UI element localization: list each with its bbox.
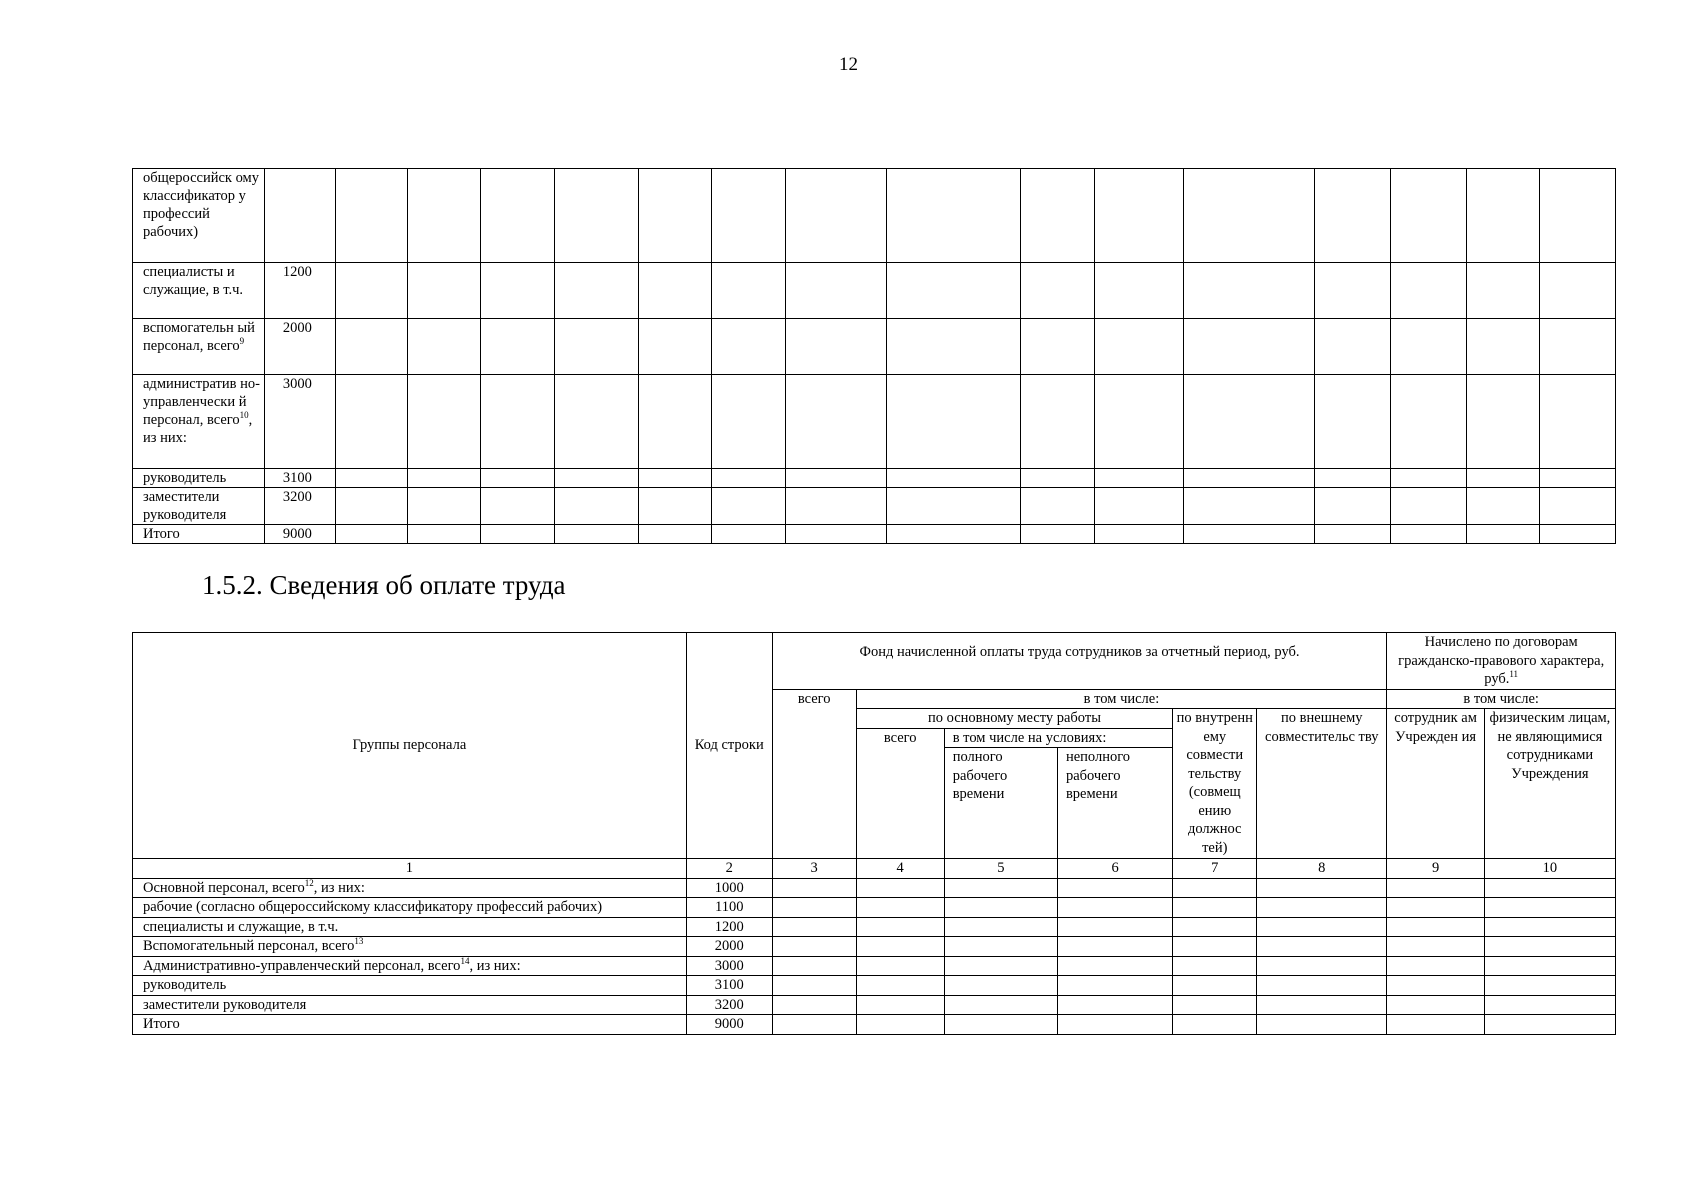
empty-cell [944,956,1057,976]
empty-cell [944,976,1057,996]
empty-cell [772,995,856,1015]
empty-cell [1315,525,1391,544]
empty-cell [1173,995,1257,1015]
empty-cell [1315,263,1391,319]
header-fund-total: всего [772,689,856,859]
empty-cell [1173,976,1257,996]
row-label [133,319,265,375]
empty-cell [1257,898,1387,918]
empty-cell [944,898,1057,918]
row-label-suffix: , из них: [143,412,253,446]
table-row [133,1015,1616,1035]
empty-cell [1257,956,1387,976]
column-number: 10 [1484,859,1615,879]
empty-cell [1057,917,1172,937]
empty-cell [712,169,786,263]
empty-cell [1183,525,1315,544]
empty-cell [1021,469,1095,488]
empty-cell [336,525,407,544]
row-label [133,917,687,937]
empty-cell [1094,263,1183,319]
empty-cell [638,375,712,469]
table-row [133,878,1616,898]
empty-cell [1173,917,1257,937]
empty-cell [1315,319,1391,375]
empty-cell [772,878,856,898]
column-number: 5 [944,859,1057,879]
empty-cell [481,525,555,544]
empty-cell [1466,469,1540,488]
column-number: 4 [856,859,944,879]
empty-cell [1257,976,1387,996]
header-main-total: всего [856,728,944,859]
empty-cell [887,469,1021,488]
header-individuals: физическим лицам, не являющимися сотрудниками Учреждения [1484,709,1615,859]
row-label [133,263,265,319]
empty-cell [1021,375,1095,469]
table-row [133,169,1616,263]
row-label [133,525,265,544]
empty-cell [1021,319,1095,375]
row-code: 3200 [686,995,772,1015]
empty-cell [407,319,481,375]
empty-cell [638,469,712,488]
table-row [133,995,1616,1015]
empty-cell [1484,956,1615,976]
table-row [133,917,1616,937]
empty-cell [1466,488,1540,525]
empty-cell [1257,917,1387,937]
empty-cell [1466,525,1540,544]
header-conditions: в том числе на условиях: [944,728,1173,748]
empty-cell [1540,488,1616,525]
empty-cell [1173,937,1257,957]
row-code: 3000 [264,375,335,469]
empty-cell [1173,1015,1257,1035]
table-row [133,263,1616,319]
empty-cell [1391,525,1467,544]
row-code: 3200 [264,488,335,525]
empty-cell [856,878,944,898]
empty-cell [1173,898,1257,918]
row-code: 1000 [686,878,772,898]
empty-cell [785,488,887,525]
empty-cell [772,956,856,976]
empty-cell [1484,917,1615,937]
empty-cell [407,488,481,525]
footnote-ref: 14 [460,955,470,966]
row-code: 2000 [264,319,335,375]
row-code [264,169,335,263]
empty-cell [554,169,638,263]
row-code: 2000 [686,937,772,957]
empty-cell [1391,469,1467,488]
header-external: по внешнему совместительс тву [1257,709,1387,859]
empty-cell [638,525,712,544]
row-label-text: специалисты и служащие, в т.ч. [143,918,339,935]
empty-cell [1484,976,1615,996]
row-code: 3000 [686,956,772,976]
empty-cell [1183,375,1315,469]
empty-cell [712,375,786,469]
header-full-time: полного рабочего времени [944,748,1057,859]
empty-cell [1484,937,1615,957]
row-code: 9000 [686,1015,772,1035]
empty-cell [1183,488,1315,525]
empty-cell [407,469,481,488]
empty-cell [1387,995,1485,1015]
empty-cell [1183,169,1315,263]
empty-cell [481,469,555,488]
empty-cell [1057,937,1172,957]
empty-cell [1094,319,1183,375]
empty-cell [887,525,1021,544]
row-label [133,1015,687,1035]
row-label-text: заместители руководителя [143,996,307,1013]
empty-cell [1466,263,1540,319]
empty-cell [554,263,638,319]
empty-cell [1257,1015,1387,1035]
wages-table [132,632,1616,1035]
empty-cell [887,169,1021,263]
empty-cell [336,488,407,525]
row-label-text: рабочие (согласно общероссийскому классификатору профессий рабочих) [143,899,603,915]
row-label-text: общероссийск ому классификатор у профессий рабочих) [143,170,259,240]
row-label-text: вспомогательн ый персонал, всего [143,320,255,354]
empty-cell [1387,937,1485,957]
empty-cell [1484,898,1615,918]
empty-cell [336,375,407,469]
empty-cell [856,898,944,918]
row-label-text: специалисты и служащие, в т.ч. [143,264,244,298]
empty-cell [1466,375,1540,469]
empty-cell [887,263,1021,319]
empty-cell [1391,319,1467,375]
empty-cell [1466,319,1540,375]
empty-cell [772,898,856,918]
empty-cell [1057,995,1172,1015]
empty-cell [554,488,638,525]
empty-cell [1387,976,1485,996]
empty-cell [856,1015,944,1035]
empty-cell [638,263,712,319]
empty-cell [481,263,555,319]
empty-cell [1257,878,1387,898]
empty-cell [1057,956,1172,976]
empty-cell [712,319,786,375]
empty-cell [944,917,1057,937]
header-civil-contracts: Начислено по договорам гражданско-правового характера, руб.$^{11}$ [1387,633,1616,690]
empty-cell [1484,878,1615,898]
empty-cell [712,525,786,544]
row-label [133,956,687,976]
section-heading: 1.5.2. Сведения об оплате труда [202,570,566,600]
empty-cell [1484,1015,1615,1035]
row-label [133,375,265,469]
row-label-suffix: , из них: [469,957,521,974]
empty-cell [785,263,887,319]
empty-cell [887,319,1021,375]
column-number: 3 [772,859,856,879]
empty-cell [554,525,638,544]
row-label [133,488,265,525]
header-wage-fund: Фонд начисленной оплаты труда сотрудников за отчетный период, руб. [772,633,1387,690]
empty-cell [407,263,481,319]
row-code: 1200 [686,917,772,937]
empty-cell [785,169,887,263]
footnote-ref: 10 [239,410,249,420]
empty-cell [856,937,944,957]
empty-cell [1057,898,1172,918]
empty-cell [336,469,407,488]
row-label-text: административ но-управленчески й персонал, всего [143,376,260,428]
row-code: 9000 [264,525,335,544]
empty-cell [1094,375,1183,469]
empty-cell [1094,169,1183,263]
empty-cell [1391,488,1467,525]
empty-cell [1021,263,1095,319]
empty-cell [944,878,1057,898]
column-number: 9 [1387,859,1485,879]
empty-cell [1057,878,1172,898]
header-fund-including: в том числе: [856,689,1387,709]
empty-cell [1094,469,1183,488]
empty-cell [1057,976,1172,996]
empty-cell [1094,525,1183,544]
empty-cell [1183,469,1315,488]
empty-cell [1391,375,1467,469]
empty-cell [1021,169,1095,263]
empty-cell [887,488,1021,525]
row-label-text: Основной персонал, всего [143,879,305,896]
row-label [133,976,687,996]
page-number: 12 [839,54,858,75]
empty-cell [1466,169,1540,263]
empty-cell [1183,319,1315,375]
empty-cell [785,319,887,375]
empty-cell [772,937,856,957]
row-label [133,898,687,918]
empty-cell [1540,169,1616,263]
row-code: 3100 [686,976,772,996]
empty-cell [944,937,1057,957]
empty-cell [1057,1015,1172,1035]
empty-cell [712,488,786,525]
empty-cell [1173,878,1257,898]
column-number: 6 [1057,859,1172,879]
row-label-text: руководитель [143,470,227,486]
empty-cell [1315,169,1391,263]
empty-cell [1257,937,1387,957]
empty-cell [1094,488,1183,525]
empty-cell [785,525,887,544]
empty-cell [1315,488,1391,525]
empty-cell [1540,525,1616,544]
empty-cell [554,375,638,469]
empty-cell [712,469,786,488]
empty-cell [856,976,944,996]
empty-cell [1387,1015,1485,1035]
empty-cell [481,375,555,469]
empty-cell [772,976,856,996]
empty-cell [772,917,856,937]
empty-cell [887,375,1021,469]
row-label [133,169,265,263]
empty-cell [1540,469,1616,488]
row-label [133,469,265,488]
header-main-place: по основному месту работы [856,709,1173,729]
empty-cell [856,995,944,1015]
header-gph-including: в том числе: [1387,689,1616,709]
column-number: 2 [686,859,772,879]
empty-cell [1391,263,1467,319]
empty-cell [712,263,786,319]
row-label-suffix: , из них: [313,879,365,896]
empty-cell [336,169,407,263]
empty-cell [785,469,887,488]
row-code: 1100 [686,898,772,918]
row-label-text: Итого [143,1016,180,1032]
empty-cell [856,956,944,976]
empty-cell [336,263,407,319]
column-numbers-row [133,859,1616,879]
table-row [133,525,1616,544]
empty-cell [1540,263,1616,319]
empty-cell [1391,169,1467,263]
row-label-text: Вспомогательный персонал, всего [143,938,355,954]
table-row [133,976,1616,996]
row-label [133,937,687,957]
empty-cell [638,169,712,263]
footnote-ref: 13 [354,936,364,946]
empty-cell [554,469,638,488]
footnote-ref: 12 [304,877,314,888]
empty-cell [481,319,555,375]
empty-cell [1183,263,1315,319]
table-row [133,488,1616,525]
row-code: 1200 [264,263,335,319]
footnote-ref: 9 [239,336,245,346]
row-label-text: заместители руководителя [143,489,227,523]
empty-cell [407,169,481,263]
empty-cell [336,319,407,375]
empty-cell [1315,375,1391,469]
empty-cell [1021,488,1095,525]
empty-cell [944,1015,1057,1035]
empty-cell [1387,956,1485,976]
table-row [133,375,1616,469]
header-internal: по внутренн ему совмести тельству (совмещ ению должнос тей) [1173,709,1257,859]
empty-cell [1021,525,1095,544]
empty-cell [1484,995,1615,1015]
staff-count-table-continuation [132,168,1616,544]
empty-cell [856,917,944,937]
row-code: 3100 [264,469,335,488]
empty-cell [1387,898,1485,918]
empty-cell [1387,878,1485,898]
row-label-text: Административно-управленческий персонал, всего [143,957,461,974]
empty-cell [481,169,555,263]
empty-cell [772,1015,856,1035]
empty-cell [407,525,481,544]
table-row [133,956,1616,976]
row-label-text: Итого [143,526,180,542]
empty-cell [638,319,712,375]
empty-cell [1387,917,1485,937]
table-row [133,898,1616,918]
column-number: 1 [133,859,687,879]
table-row [133,319,1616,375]
table-row [133,937,1616,957]
header-personnel-groups: Группы персонала [133,633,687,859]
header-row-code: Код строки [686,633,772,859]
empty-cell [1540,319,1616,375]
empty-cell [481,488,555,525]
row-label [133,995,687,1015]
column-number: 8 [1257,859,1387,879]
empty-cell [1173,956,1257,976]
row-label-text: руководитель [143,977,227,993]
column-number: 7 [1173,859,1257,879]
table-row [133,469,1616,488]
empty-cell [638,488,712,525]
header-part-time: неполного рабочего времени [1057,748,1172,859]
empty-cell [1257,995,1387,1015]
empty-cell [785,375,887,469]
empty-cell [1315,469,1391,488]
header-employees: сотрудник ам Учрежден ия [1387,709,1485,859]
row-label [133,878,687,898]
empty-cell [944,995,1057,1015]
empty-cell [407,375,481,469]
empty-cell [554,319,638,375]
empty-cell [1540,375,1616,469]
